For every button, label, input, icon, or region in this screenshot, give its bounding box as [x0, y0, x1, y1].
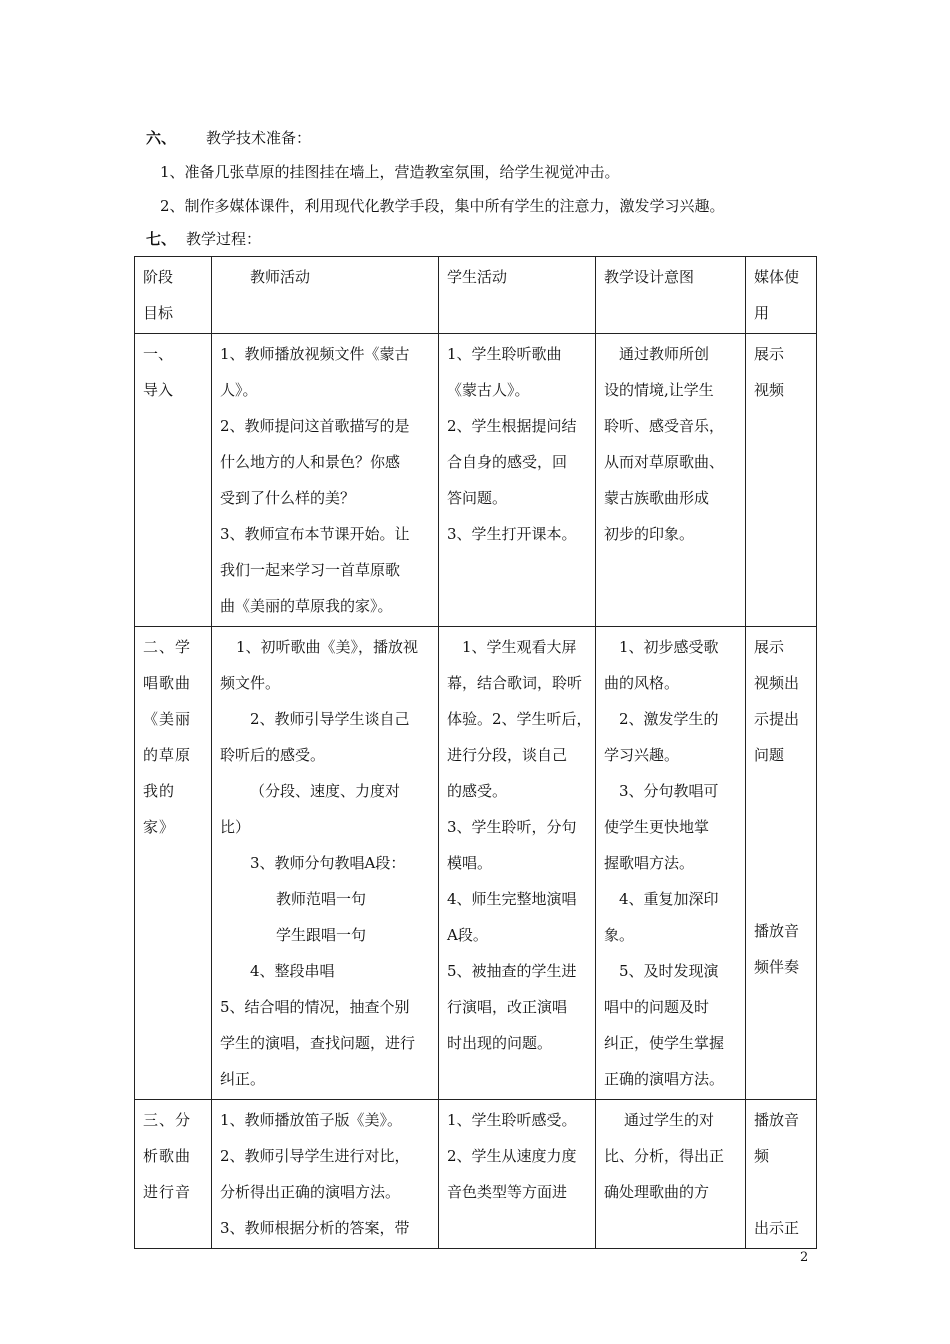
- section-6-title: 教学技术准备：: [206, 129, 312, 147]
- section-7-title: 教学过程：: [186, 230, 262, 248]
- section-6-item-1: 1、准备几张草原的挂图挂在墙上，营造教室氛围，给学生视觉冲击。: [160, 163, 620, 181]
- section-6-item-2: 2、制作多媒体课件，利用现代化教学手段，集中所有学生的注意力，激发学习兴趣。: [160, 197, 725, 215]
- row2-media: 展示 视频出 示提出 问题 播放音 频伴奏: [746, 627, 817, 1100]
- header-intent: 教学设计意图: [596, 257, 746, 334]
- section-6-number: 六、: [146, 129, 177, 147]
- header-teacher: 教师活动: [212, 257, 439, 334]
- row3-intent: 通过学生的对 比、分析，得出正 确处理歌曲的方: [596, 1100, 746, 1249]
- section-6-heading: [146, 128, 311, 148]
- section-7-number: 七、: [146, 230, 177, 248]
- teaching-process-table: [134, 256, 817, 1249]
- row2-intent: 1、初步感受歌 曲的风格。 2、激发学生的 学习兴趣。 3、分句教唱可 使学生更快地掌 握歌唱方法。 4、重复加深印 象。 5、及时发现演 唱中的问题及时 纠正，使学生掌握 正确的演唱方法。: [596, 627, 746, 1100]
- row2-student: 1、学生观看大屏 幕，结合歌词，聆听 体验。2、学生听后， 进行分段，谈自己 的感受。 3、学生聆听，分句 模唱。 4、师生完整地演唱 A段。 5、被抽查的学生进 行演唱，改正演唱 时出现的问题。: [439, 627, 596, 1100]
- row1-media: 展示 视频: [746, 334, 817, 627]
- row1-student: 1、学生聆听歌曲 《蒙古人》。 2、学生根据提问结 合自身的感受，回 答问题。 3、学生打开课本。: [439, 334, 596, 627]
- row1-stage: 一、 导入: [135, 334, 212, 627]
- row2-stage: 二、学 唱歌曲 《美丽 的草原 我的 家》: [135, 627, 212, 1100]
- row2-teacher: 1、初听歌曲《美》，播放视 频文件。 2、教师引导学生谈自己 聆听后的感受。 （分段、速度、力度对 比） 3、教师分句教唱A段： 教师范唱一句 学生跟唱一句 4、整段串唱 5、结合唱的情况，抽查个别 学生的演唱，查找问题，进行 纠正。: [212, 627, 439, 1100]
- page-number: 2: [800, 1250, 809, 1265]
- header-student: 学生活动: [439, 257, 596, 334]
- table-row-analyze-song: [135, 1100, 817, 1249]
- header-stage: 阶段 目标: [135, 257, 212, 334]
- section-7-heading: [146, 229, 261, 249]
- table-row-intro: [135, 334, 817, 627]
- header-media: 媒体使 用: [746, 257, 817, 334]
- row3-student: 1、学生聆听感受。 2、学生从速度力度 音色类型等方面进: [439, 1100, 596, 1249]
- row3-teacher: 1、教师播放笛子版《美》。 2、教师引导学生进行对比， 分析得出正确的演唱方法。 3、教师根据分析的答案，带: [212, 1100, 439, 1249]
- table-header-row: [135, 257, 817, 334]
- row1-intent: 通过教师所创 设的情境,让学生 聆听、感受音乐， 从而对草原歌曲、 蒙古族歌曲形成 初步的印象。: [596, 334, 746, 627]
- row1-teacher: 1、教师播放视频文件《蒙古 人》。 2、教师提问这首歌描写的是 什么地方的人和景色？你感 受到了什么样的美？ 3、教师宣布本节课开始。让 我们一起来学习一首草原歌 曲《美丽的草原我的家》。: [212, 334, 439, 627]
- table-row-learn-song: [135, 627, 817, 1100]
- row3-media: 播放音 频 出示正: [746, 1100, 817, 1249]
- row3-stage: 三、分 析歌曲 进行音: [135, 1100, 212, 1249]
